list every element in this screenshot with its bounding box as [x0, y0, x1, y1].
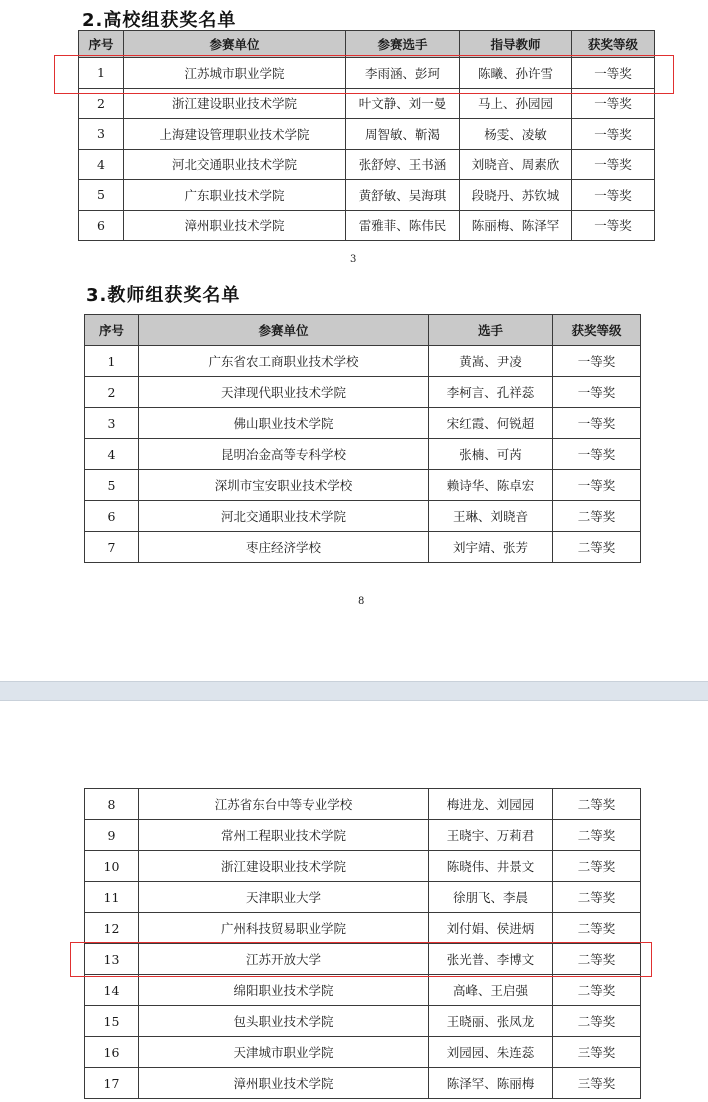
table-cell: 叶文静、刘一曼: [346, 88, 460, 119]
col-header-award: 获奖等级: [572, 31, 655, 58]
table-row: [85, 1006, 641, 1037]
table-cell: 5: [85, 470, 139, 501]
table-row: [79, 180, 655, 211]
table-cell: 赖诗华、陈卓宏: [429, 470, 553, 501]
table-cell: 二等奖: [553, 501, 641, 532]
table-cell: 天津城市职业学院: [139, 1037, 429, 1068]
table-cell: 江苏开放大学: [139, 944, 429, 975]
table-cell: 二等奖: [553, 789, 641, 820]
table-cell: 5: [79, 180, 124, 211]
table-cell: 刘园园、朱连蕊: [429, 1037, 553, 1068]
table-cell: 一等奖: [553, 439, 641, 470]
table-cell: 陈晓伟、井景文: [429, 851, 553, 882]
table-row: [85, 501, 641, 532]
table-cell: 广东省农工商职业技术学校: [139, 346, 429, 377]
table-row: [79, 149, 655, 180]
table-cell: 15: [85, 1006, 139, 1037]
table-row: [85, 408, 641, 439]
table-row: [85, 1068, 641, 1099]
table-header-row: [79, 31, 655, 58]
table-cell: 漳州职业技术学院: [139, 1068, 429, 1099]
table-cell: 枣庄经济学校: [139, 532, 429, 563]
table-cell: 7: [85, 532, 139, 563]
table-cell: 11: [85, 882, 139, 913]
section2-title: 2.高校组获奖名单: [82, 10, 237, 31]
table-cell: 3: [85, 408, 139, 439]
table-cell: 三等奖: [553, 1037, 641, 1068]
col-header-unit: 参赛单位: [124, 31, 346, 58]
table-cell: 浙江建设职业技术学院: [139, 851, 429, 882]
table-row: [85, 1037, 641, 1068]
table-row: [79, 88, 655, 119]
table-cell: 李柯言、孔祥蕊: [429, 377, 553, 408]
teacher-award-table-continued: [84, 788, 641, 1099]
table-cell: 上海建设管理职业技术学院: [124, 119, 346, 150]
table-cell: 广州科技贸易职业学院: [139, 913, 429, 944]
table-cell: 10: [85, 851, 139, 882]
table-cell: 12: [85, 913, 139, 944]
table-cell: 张光普、李博文: [429, 944, 553, 975]
table-cell: 刘晓音、周素欣: [460, 149, 572, 180]
table-row: [79, 58, 655, 89]
table-cell: 漳州职业技术学院: [124, 210, 346, 241]
table-cell: 二等奖: [553, 851, 641, 882]
table-cell: 王晓宇、万莉君: [429, 820, 553, 851]
table-cell: 陈丽梅、陈泽罕: [460, 210, 572, 241]
table-cell: 一等奖: [553, 470, 641, 501]
table-cell: 李雨涵、彭珂: [346, 58, 460, 89]
table-cell: 一等奖: [553, 346, 641, 377]
table-cell: 浙江建设职业技术学院: [124, 88, 346, 119]
col-header-index: 序号: [85, 315, 139, 346]
col-header-contestants: 选手: [429, 315, 553, 346]
table-cell: 高峰、王启强: [429, 975, 553, 1006]
table-cell: 1: [85, 346, 139, 377]
table-row: [85, 346, 641, 377]
table-cell: 17: [85, 1068, 139, 1099]
table-cell: 河北交通职业技术学院: [139, 501, 429, 532]
col-header-contestants: 参赛选手: [346, 31, 460, 58]
table-cell: 1: [79, 58, 124, 89]
table-cell: 一等奖: [572, 88, 655, 119]
table-cell: 14: [85, 975, 139, 1006]
table-cell: 昆明冶金高等专科学校: [139, 439, 429, 470]
table-cell: 4: [79, 149, 124, 180]
table-cell: 6: [79, 210, 124, 241]
table-row: [85, 975, 641, 1006]
table-cell: 天津职业大学: [139, 882, 429, 913]
table-row: [79, 210, 655, 241]
table-cell: 深圳市宝安职业技术学校: [139, 470, 429, 501]
table-row: [85, 532, 641, 563]
table-cell: 4: [85, 439, 139, 470]
table-cell: 一等奖: [572, 119, 655, 150]
table-cell: 江苏省东台中等专业学校: [139, 789, 429, 820]
table-cell: 宋红霞、何锐超: [429, 408, 553, 439]
table-cell: 黄舒敏、吴海琪: [346, 180, 460, 211]
table-row: [85, 820, 641, 851]
table-cell: 二等奖: [553, 975, 641, 1006]
table-cell: 2: [79, 88, 124, 119]
table-cell: 9: [85, 820, 139, 851]
university-award-table: [78, 30, 655, 241]
table-cell: 3: [79, 119, 124, 150]
table-cell: 杨雯、凌敏: [460, 119, 572, 150]
table-cell: 马上、孙园园: [460, 88, 572, 119]
table-cell: 一等奖: [553, 408, 641, 439]
table-row: [85, 789, 641, 820]
col-header-advisors: 指导教师: [460, 31, 572, 58]
table-cell: 刘宇靖、张芳: [429, 532, 553, 563]
table-cell: 张舒婷、王书涵: [346, 149, 460, 180]
col-header-index: 序号: [79, 31, 124, 58]
table-cell: 一等奖: [572, 180, 655, 211]
table-cell: 江苏城市职业学院: [124, 58, 346, 89]
table-cell: 周智敏、靳渴: [346, 119, 460, 150]
table-row: [85, 439, 641, 470]
table-row: [85, 470, 641, 501]
teacher-award-table: [84, 314, 641, 563]
table-cell: 二等奖: [553, 1006, 641, 1037]
table-row: [79, 119, 655, 150]
table-cell: 雷雅菲、陈伟民: [346, 210, 460, 241]
table-cell: 张楠、可芮: [429, 439, 553, 470]
table-cell: 13: [85, 944, 139, 975]
col-header-unit: 参赛单位: [139, 315, 429, 346]
table-cell: 二等奖: [553, 532, 641, 563]
section3-title: 3.教师组获奖名单: [86, 285, 241, 306]
table-cell: 16: [85, 1037, 139, 1068]
table-cell: 绵阳职业技术学院: [139, 975, 429, 1006]
table-row: [85, 913, 641, 944]
table-cell: 刘付娟、侯进炳: [429, 913, 553, 944]
table-cell: 一等奖: [572, 210, 655, 241]
table-cell: 徐朋飞、李晨: [429, 882, 553, 913]
page-break: [0, 681, 708, 701]
table-cell: 二等奖: [553, 882, 641, 913]
table-cell: 天津现代职业技术学院: [139, 377, 429, 408]
table-cell: 8: [85, 789, 139, 820]
table-cell: 6: [85, 501, 139, 532]
table-cell: 一等奖: [572, 58, 655, 89]
table-cell: 佛山职业技术学院: [139, 408, 429, 439]
table-cell: 河北交通职业技术学院: [124, 149, 346, 180]
table-cell: 黄嵩、尹凌: [429, 346, 553, 377]
table-row: [85, 882, 641, 913]
table-row: [85, 944, 641, 975]
table-cell: 常州工程职业技术学院: [139, 820, 429, 851]
table-cell: 一等奖: [572, 149, 655, 180]
table-cell: 二等奖: [553, 944, 641, 975]
table-cell: 广东职业技术学院: [124, 180, 346, 211]
table-cell: 段晓丹、苏钦城: [460, 180, 572, 211]
table-cell: 一等奖: [553, 377, 641, 408]
table-cell: 陈曦、孙许雪: [460, 58, 572, 89]
table-cell: 王琳、刘晓音: [429, 501, 553, 532]
table-cell: 二等奖: [553, 913, 641, 944]
table-cell: 2: [85, 377, 139, 408]
table-row: [85, 851, 641, 882]
table-cell: 三等奖: [553, 1068, 641, 1099]
table-row: [85, 377, 641, 408]
table-cell: 陈泽罕、陈丽梅: [429, 1068, 553, 1099]
table-cell: 包头职业技术学院: [139, 1006, 429, 1037]
table-header-row: [85, 315, 641, 346]
page-number: 3: [350, 254, 357, 265]
page-number: 8: [358, 596, 365, 607]
table-cell: 梅进龙、刘园园: [429, 789, 553, 820]
table-cell: 二等奖: [553, 820, 641, 851]
col-header-award: 获奖等级: [553, 315, 641, 346]
table-cell: 王晓丽、张凤龙: [429, 1006, 553, 1037]
